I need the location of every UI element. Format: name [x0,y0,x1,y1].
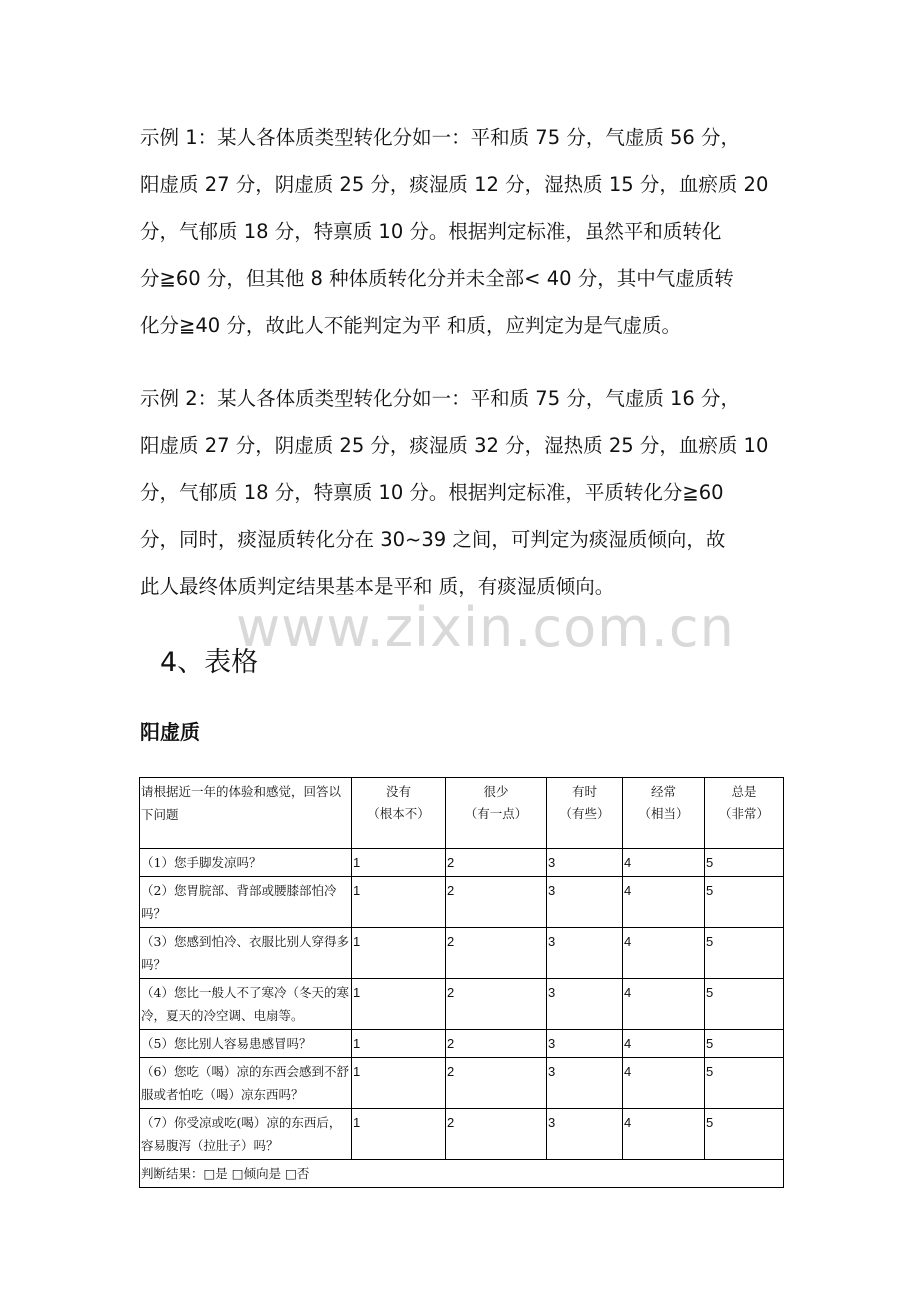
score-cell[interactable]: 3 [547,877,623,928]
score-cell[interactable]: 3 [547,1030,623,1058]
score-cell[interactable]: 4 [623,877,705,928]
score-cell[interactable]: 4 [623,1058,705,1109]
example-2-line: 分，气郁质 18 分，特禀质 10 分。根据判定标准，平质转化分≧60 [140,481,724,504]
table-row [140,928,784,979]
score-cell[interactable]: 3 [547,1058,623,1109]
option-label: 有时 [571,784,597,799]
score-cell[interactable]: 5 [705,1109,784,1160]
example-1-paragraph [140,114,780,349]
score-cell[interactable]: 5 [705,979,784,1030]
score-cell[interactable]: 1 [352,849,446,877]
score-cell[interactable]: 5 [705,877,784,928]
score-cell[interactable]: 3 [547,979,623,1030]
example-1-line: 示例 1：某人各体质类型转化分如一：平和质 75 分，气虚质 56 分， [140,126,741,149]
score-cell[interactable]: 2 [446,877,547,928]
example-2-paragraph [140,375,780,610]
score-cell[interactable]: 4 [623,979,705,1030]
questionnaire-table [139,777,784,1188]
question-cell: （7）你受凉或吃(喝）凉的东西后，容易腹泻（拉肚子）吗？ [140,1109,352,1160]
example-1-line: 化分≧40 分，故此人不能判定为平 和质，应判定为是气虚质。 [140,314,682,337]
score-cell[interactable]: 3 [547,928,623,979]
score-cell[interactable]: 5 [705,1030,784,1058]
option-sub-label: （有一点） [464,806,528,821]
option-sub-label: （根本不） [367,806,430,821]
option-header-often [623,778,705,849]
table-row [140,979,784,1030]
result-cell[interactable]: 判断结果：□是 □倾向是 □否 [140,1160,784,1188]
example-1-line: 分，气郁质 18 分，特禀质 10 分。根据判定标准，虽然平和质转化 [140,220,722,243]
score-cell[interactable]: 3 [547,849,623,877]
watermark: www.zixin.com.cn [236,596,735,659]
score-cell[interactable]: 1 [352,979,446,1030]
score-cell[interactable]: 4 [623,1109,705,1160]
question-cell: （3）您感到怕冷、衣服比别人穿得多吗？ [140,928,352,979]
table-title: 阳虚质 [140,720,200,744]
option-label: 经常 [650,784,676,799]
score-cell[interactable]: 5 [705,1058,784,1109]
option-header-none [352,778,446,849]
score-cell[interactable]: 5 [705,928,784,979]
header-question-cell: 请根据近一年的体验和感觉，回答以下问题 [140,778,352,849]
section-heading: 4、表格 [160,647,259,678]
score-cell[interactable]: 1 [352,1058,446,1109]
option-sub-label: （有些） [559,806,610,821]
example-2-line: 此人最终体质判定结果基本是平和 质，有痰湿质倾向。 [140,575,615,598]
table-row [140,877,784,928]
score-cell[interactable]: 1 [352,877,446,928]
question-cell: （1）您手脚发凉吗？ [140,849,352,877]
table-row [140,1058,784,1109]
option-label: 很少 [483,784,509,799]
table-row [140,1030,784,1058]
question-cell: （6）您吃（喝）凉的东西会感到不舒服或者怕吃（喝）凉东西吗？ [140,1058,352,1109]
score-cell[interactable]: 1 [352,1030,446,1058]
example-2-line: 示例 2：某人各体质类型转化分如一：平和质 75 分，气虚质 16 分， [140,387,741,410]
example-2-line: 分，同时，痰湿质转化分在 30~39 之间，可判定为痰湿质倾向，故 [140,528,726,551]
score-cell[interactable]: 4 [623,1030,705,1058]
option-header-always [705,778,784,849]
score-cell[interactable]: 2 [446,1058,547,1109]
score-cell[interactable]: 2 [446,1109,547,1160]
score-cell[interactable]: 3 [547,1109,623,1160]
result-row [140,1160,784,1188]
example-1-line: 阳虚质 27 分，阴虚质 25 分，痰湿质 12 分，湿热质 15 分，血瘀质 20 [140,173,769,196]
score-cell[interactable]: 2 [446,928,547,979]
score-cell[interactable]: 1 [352,928,446,979]
score-cell[interactable]: 4 [623,849,705,877]
question-cell: （4）您比一般人不了寒冷（冬天的寒冷，夏天的冷空调、电扇等。 [140,979,352,1030]
question-cell: （2）您胃脘部、背部或腰膝部怕冷吗？ [140,877,352,928]
table-header-row [140,778,784,849]
option-label: 总是 [731,784,757,799]
score-cell[interactable]: 5 [705,849,784,877]
score-cell[interactable]: 4 [623,928,705,979]
score-cell[interactable]: 1 [352,1109,446,1160]
example-1-line: 分≧60 分，但其他 8 种体质转化分并未全部< 40 分，其中气虚质转 [140,267,734,290]
score-cell[interactable]: 2 [446,849,547,877]
option-header-rarely [446,778,547,849]
option-header-sometimes [547,778,623,849]
option-label: 没有 [385,784,411,799]
score-cell[interactable]: 2 [446,979,547,1030]
question-cell: （5）您比别人容易患感冒吗？ [140,1030,352,1058]
score-cell[interactable]: 2 [446,1030,547,1058]
table-row [140,849,784,877]
example-2-line: 阳虚质 27 分，阴虚质 25 分，痰湿质 32 分，湿热质 25 分，血瘀质 10 [140,434,769,457]
option-sub-label: （相当） [638,806,689,821]
table-row [140,1109,784,1160]
option-sub-label: （非常） [718,806,769,821]
